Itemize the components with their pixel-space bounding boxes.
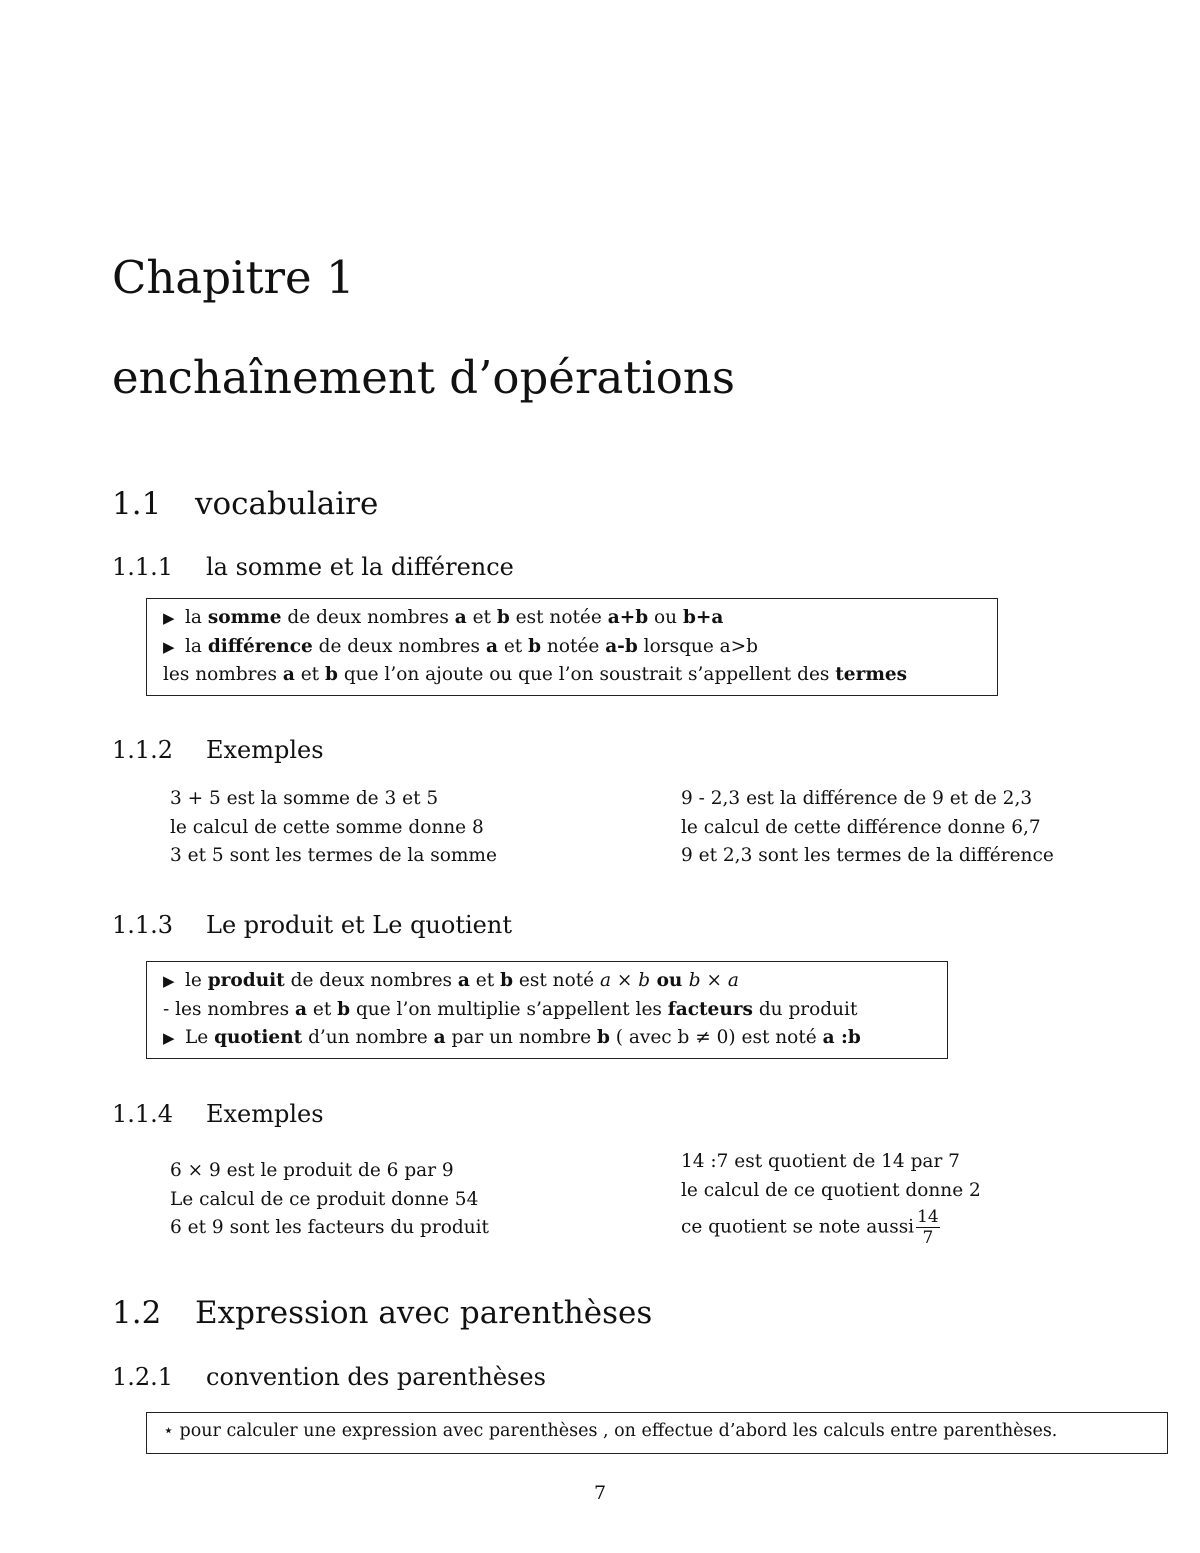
subsection-number: 1.1.3 (112, 911, 174, 939)
definition-box-sum-difference (146, 598, 998, 696)
example-line: le calcul de cette somme donne 8 (170, 816, 484, 838)
box-line: ⋆ pour calculer une expression avec parenthèses , on effectue d’abord les calculs entre parenthèses. (163, 1421, 1058, 1441)
subsection-title: convention des parenthèses (206, 1363, 546, 1391)
box-line: ▶ Le quotient d’un nombre a par un nombre b ( avec b ≠ 0) est noté a :b (163, 1024, 947, 1053)
convention-box-parentheses (146, 1412, 1168, 1454)
subsection-number: 1.2.1 (112, 1363, 174, 1391)
subsection-title: Le produit et Le quotient (206, 911, 512, 939)
example-line: 3 + 5 est la somme de 3 et 5 (170, 788, 439, 809)
chapter-label: Chapitre 1 (112, 251, 355, 304)
example-line: 3 et 5 sont les termes de la somme (170, 845, 497, 866)
subsection-heading-1-1-3 (112, 910, 512, 940)
subsection-number: 1.1.1 (112, 553, 174, 581)
section-number: 1.2 (112, 1295, 162, 1331)
subsection-number: 1.1.2 (112, 736, 174, 764)
subsection-title: Exemples (206, 736, 324, 764)
example-line: 9 et 2,3 sont les termes de la différence (681, 845, 1054, 866)
examples-left-column (170, 1157, 489, 1243)
examples-right-column (681, 1148, 981, 1248)
example-line: 6 × 9 est le produit de 6 par 9 (170, 1160, 454, 1181)
section-heading-1-2 (112, 1294, 652, 1332)
box-line: ▶ le produit de deux nombres a et b est noté a × b ou b × a (163, 967, 947, 996)
triangle-bullet-icon: ▶ (163, 637, 175, 656)
subsection-title: la somme et la différence (206, 553, 514, 581)
example-line: le calcul de cette différence donne 6,7 (681, 816, 1041, 838)
example-line: le calcul de ce quotient donne 2 (681, 1179, 981, 1201)
subsection-heading-1-1-1 (112, 552, 514, 582)
definition-box-product-quotient (146, 961, 948, 1059)
example-line: 14 :7 est quotient de 14 par 7 (681, 1151, 960, 1172)
section-number: 1.1 (112, 486, 162, 522)
examples-left-column (170, 785, 497, 871)
example-line: Le calcul de ce produit donne 54 (170, 1188, 479, 1210)
example-line-fraction: ce quotient se note aussi $\frac{14}{7}$ (681, 1207, 939, 1248)
fraction: $\frac{14}{7}$ (917, 1207, 939, 1248)
box-line: - les nombres a et b que l’on multiplie s’appellent les facteurs du produit (163, 998, 858, 1020)
example-line: 6 et 9 sont les facteurs du produit (170, 1217, 489, 1238)
example-line: 9 - 2,3 est la différence de 9 et de 2,3 (681, 788, 1033, 809)
subsection-heading-1-1-2 (112, 735, 324, 765)
section-title: vocabulaire (195, 486, 379, 522)
chapter-title: enchaînement d’opérations (112, 351, 735, 404)
triangle-bullet-icon: ▶ (163, 1029, 175, 1047)
triangle-bullet-icon: ▶ (163, 972, 175, 990)
box-line: ▶ la somme de deux nombres a et b est notée a+b ou b+a (163, 604, 997, 633)
subsection-title: Exemples (206, 1100, 324, 1128)
box-line: ▶ la différence de deux nombres a et b notée a-b lorsque a>b (163, 633, 997, 662)
box-line: les nombres a et b que l’on ajoute ou que l’on soustrait s’appellent des termes (163, 664, 908, 685)
examples-right-column (681, 785, 1054, 871)
section-title: Expression avec parenthèses (195, 1295, 653, 1331)
section-heading-1-1 (112, 485, 378, 523)
subsection-heading-1-1-4 (112, 1099, 324, 1129)
page-number: 7 (593, 1482, 607, 1504)
subsection-number: 1.1.4 (112, 1100, 174, 1128)
subsection-heading-1-2-1 (112, 1362, 546, 1392)
triangle-bullet-icon: ▶ (163, 609, 175, 627)
